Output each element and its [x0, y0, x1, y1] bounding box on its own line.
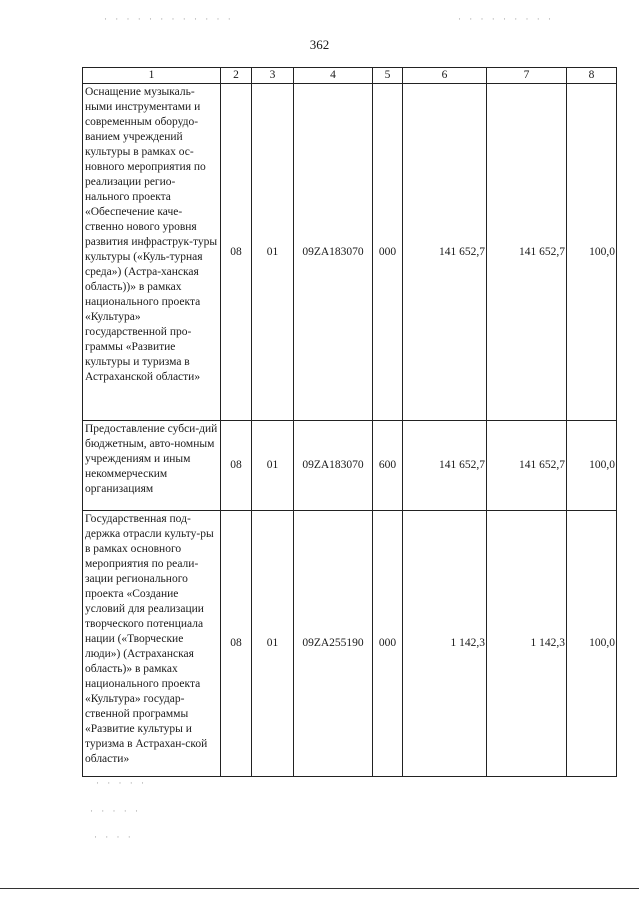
- row-name-cell: Предоставление субси-дий бюджетным, авто-номным учреждениям и иным некоммерческим организациям: [83, 421, 221, 511]
- scan-noise: · · · ·: [94, 832, 134, 842]
- section-cell: 08: [221, 511, 252, 777]
- column-header: 1: [83, 68, 221, 84]
- percent-cell: 100,0: [567, 511, 617, 777]
- header-row: [83, 68, 617, 84]
- column-header: 2: [221, 68, 252, 84]
- scan-noise: · · · · · · · · ·: [458, 14, 554, 24]
- row-name-cell: Оснащение музыкаль-ными инструментами и современным оборудо-ванием учреждений культуры в рамках ос-новного мероприятия по реализации регио-нального проекта «Обеспечение каче-ственно нового уровня развития инфраструк-туры культуры («Куль-турная среда») (Астра-ханская область))» в рамках национального проекта «Культура» государственной про-граммы «Развитие культуры и туризма в Астраханской области»: [83, 84, 221, 421]
- percent-cell: 100,0: [567, 84, 617, 421]
- column-header: 7: [487, 68, 567, 84]
- page-number: 362: [309, 37, 330, 52]
- target-article-cell: 09ZA183070: [294, 84, 373, 421]
- table-row: [83, 84, 617, 421]
- target-article-cell: 09ZA255190: [294, 511, 373, 777]
- scan-noise: · · · · · · · · · · · ·: [104, 14, 234, 24]
- column-header: 6: [403, 68, 487, 84]
- budget-table: [82, 67, 617, 777]
- column-header: 8: [567, 68, 617, 84]
- table-row: [83, 511, 617, 777]
- column-header: 3: [252, 68, 294, 84]
- column-header: 5: [373, 68, 403, 84]
- section-cell: 08: [221, 421, 252, 511]
- percent-cell: 100,0: [567, 421, 617, 511]
- subsection-cell: 01: [252, 84, 294, 421]
- scan-noise: · · · · ·: [90, 806, 141, 816]
- row-name-cell: Государственная под-держка отрасли культу-ры в рамках основного мероприятия по реали-зации регионального проекта «Создание условий для реализации творческого потенциала нации («Творческие люди») (Астраханская область)» в рамках национального проекта «Культура» государ-ственной программы «Развитие культуры и туризма в Астрахан-ской области»: [83, 511, 221, 777]
- actual-amount-cell: 141 652,7: [487, 84, 567, 421]
- section-cell: 08: [221, 84, 252, 421]
- scan-edge-line: [0, 888, 639, 889]
- planned-amount-cell: 141 652,7: [403, 84, 487, 421]
- column-header: 4: [294, 68, 373, 84]
- target-article-cell: 09ZA183070: [294, 421, 373, 511]
- expense-type-cell: 000: [373, 84, 403, 421]
- actual-amount-cell: 141 652,7: [487, 421, 567, 511]
- scan-noise: · · · · ·: [96, 778, 147, 788]
- expense-type-cell: 600: [373, 421, 403, 511]
- subsection-cell: 01: [252, 421, 294, 511]
- actual-amount-cell: 1 142,3: [487, 511, 567, 777]
- planned-amount-cell: 141 652,7: [403, 421, 487, 511]
- expense-type-cell: 000: [373, 511, 403, 777]
- subsection-cell: 01: [252, 511, 294, 777]
- table-row: [83, 421, 617, 511]
- planned-amount-cell: 1 142,3: [403, 511, 487, 777]
